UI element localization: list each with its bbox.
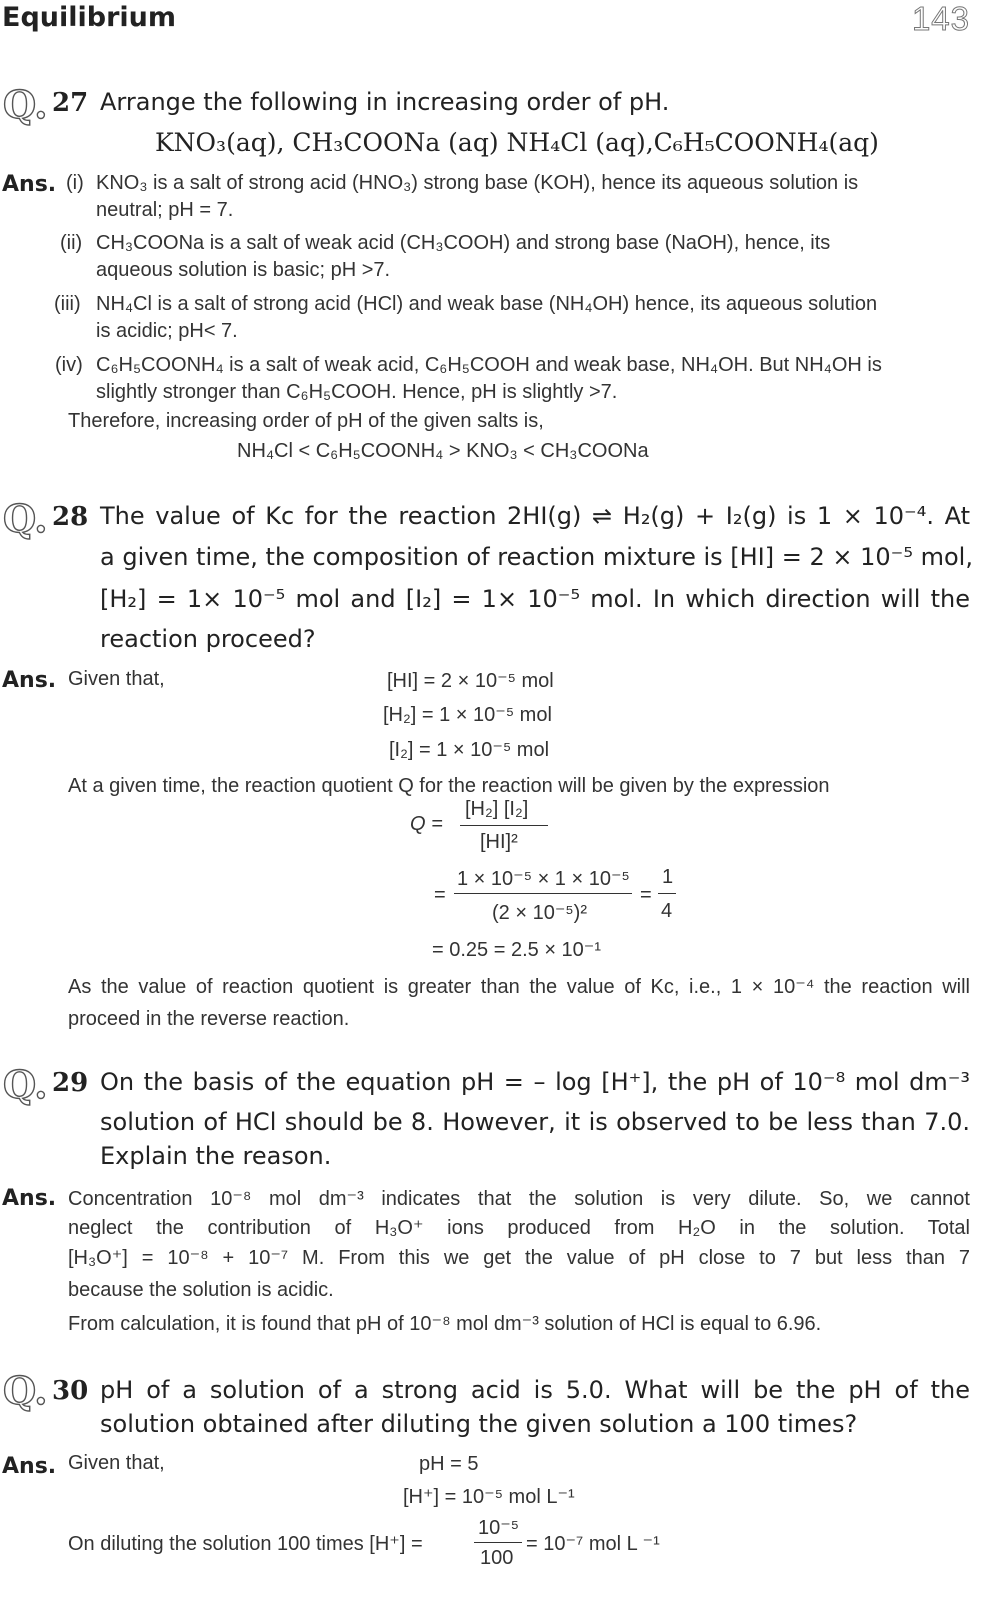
item-text: C₆H₅COONH₄ is a salt of weak acid, C₆H₅COOH and weak base, NH₄OH. But NH₄OH is bbox=[96, 354, 882, 376]
item-tag: (i) bbox=[66, 172, 84, 194]
answer-item-cont: neutral; pH = 7. bbox=[96, 199, 234, 221]
question-text: [H₂] = 1× 10⁻⁵ mol and [I₂] = 1× 10⁻⁵ mol. In which direction will the bbox=[100, 585, 970, 613]
chapter-title: Equilibrium bbox=[2, 2, 177, 33]
answer-text: Concentration 10⁻⁸ mol dm⁻³ indicates that the solution is very dilute. So, we cannot bbox=[68, 1188, 970, 1210]
given-hi: [HI] = 2 × 10⁻⁵ mol bbox=[387, 670, 554, 692]
equals: = bbox=[434, 884, 446, 906]
answer-label: Ans. bbox=[2, 1186, 57, 1211]
answer-label: Ans. bbox=[2, 1454, 57, 1479]
ph-order: NH₄Cl < C₆H₅COONH₄ > KNO₃ < CH₃COONa bbox=[237, 440, 649, 462]
question-number: 27 bbox=[52, 88, 89, 118]
question-text: a given time, the composition of reaction mixture is [HI] = 2 × 10⁻⁵ mol, bbox=[100, 543, 973, 571]
item-text: NH₄Cl is a salt of strong acid (HCl) and weak base (NH₄OH) hence, its aqueous solution bbox=[96, 293, 878, 315]
given-label: Given that, bbox=[68, 668, 165, 690]
answer-label: Ans. bbox=[2, 172, 57, 197]
question-mark-icon: Q. bbox=[3, 1368, 48, 1413]
answer-item-cont: slightly stronger than C₆H₅COOH. Hence, pH is slightly >7. bbox=[96, 381, 618, 403]
page-number: 143 bbox=[911, 0, 970, 37]
q-denominator: [HI]² bbox=[480, 831, 518, 853]
question-number: 30 bbox=[52, 1376, 89, 1406]
q-result: = 0.25 = 2.5 × 10⁻¹ bbox=[432, 939, 602, 961]
q-label: Q = bbox=[410, 813, 443, 835]
fraction-line bbox=[454, 893, 632, 894]
question-mark-icon: Q. bbox=[3, 496, 48, 541]
given-h2: [H₂] = 1 × 10⁻⁵ mol bbox=[383, 704, 552, 726]
answer-text: neglect the contribution of H₃O⁺ ions produced from H₂O in the solution. Total bbox=[68, 1217, 970, 1239]
calc-denominator: (2 × 10⁻⁵)² bbox=[492, 902, 587, 924]
given-ph: pH = 5 bbox=[419, 1453, 479, 1475]
fraction-line bbox=[474, 1542, 522, 1543]
question-text: Explain the reason. bbox=[100, 1142, 332, 1170]
answer-label: Ans. bbox=[2, 668, 57, 693]
question-text: Arrange the following in increasing order of pH. bbox=[100, 88, 670, 116]
answer-item-cont: aqueous solution is basic; pH >7. bbox=[96, 259, 391, 281]
dilute-result: = 10⁻⁷ mol L ⁻¹ bbox=[526, 1533, 660, 1555]
answer-item bbox=[60, 232, 970, 255]
item-tag: (ii) bbox=[60, 232, 83, 254]
question-number: 28 bbox=[52, 502, 89, 532]
question-text: On the basis of the equation pH = – log [H⁺], the pH of 10⁻⁸ mol dm⁻³ bbox=[100, 1068, 970, 1096]
answer-text: because the solution is acidic. bbox=[68, 1279, 334, 1301]
answer-item-cont: is acidic; pH< 7. bbox=[96, 320, 238, 342]
fraction-line bbox=[658, 893, 676, 894]
question-mark-icon: Q. bbox=[3, 82, 48, 127]
dilute-denominator: 100 bbox=[480, 1547, 514, 1569]
frac-denominator: 4 bbox=[661, 900, 673, 922]
compound-list: KNO₃(aq), CH₃COONa (aq) NH₄Cl (aq),C₆H₅COONH₄(aq) bbox=[155, 128, 879, 157]
dilute-numerator: 10⁻⁵ bbox=[478, 1517, 520, 1539]
answer-text: From calculation, it is found that pH of 10⁻⁸ mol dm⁻³ solution of HCl is equal to 6.96. bbox=[68, 1313, 822, 1335]
conclusion-text: Therefore, increasing order of pH of the given salts is, bbox=[68, 410, 544, 432]
question-text: solution obtained after diluting the given solution a 100 times? bbox=[100, 1410, 858, 1438]
answer-item bbox=[66, 172, 970, 195]
q-numerator: [H₂] [I₂] bbox=[465, 798, 529, 820]
question-text: solution of HCl should be 8. However, it is observed to be less than 7.0. bbox=[100, 1108, 970, 1136]
question-mark-icon: Q. bbox=[3, 1062, 48, 1107]
item-tag: (iv) bbox=[55, 354, 83, 376]
item-tag: (iii) bbox=[54, 293, 81, 315]
given-label: Given that, bbox=[68, 1452, 165, 1474]
dilute-text: On diluting the solution 100 times [H⁺] = bbox=[68, 1533, 423, 1555]
conclusion-text: proceed in the reverse reaction. bbox=[68, 1008, 350, 1030]
question-number: 29 bbox=[52, 1068, 89, 1098]
question-text: reaction proceed? bbox=[100, 625, 316, 653]
answer-item bbox=[54, 293, 970, 316]
quotient-text: At a given time, the reaction quotient Q for the reaction will be given by the expression bbox=[68, 775, 830, 797]
fraction-line bbox=[460, 825, 548, 826]
answer-text: [H₃O⁺] = 10⁻⁸ + 10⁻⁷ M. From this we get the value of pH close to 7 but less than 7 bbox=[68, 1247, 970, 1269]
item-text: KNO₃ is a salt of strong acid (HNO₃) strong base (KOH), hence its aqueous solution is bbox=[96, 172, 859, 194]
frac-numerator: 1 bbox=[662, 866, 674, 888]
conclusion-text: As the value of reaction quotient is greater than the value of Kc, i.e., 1 × 10⁻⁴ the reaction will bbox=[68, 976, 970, 998]
given-i2: [I₂] = 1 × 10⁻⁵ mol bbox=[389, 739, 550, 761]
equals: = bbox=[640, 884, 652, 906]
calc-numerator: 1 × 10⁻⁵ × 1 × 10⁻⁵ bbox=[457, 868, 630, 890]
question-text: pH of a solution of a strong acid is 5.0. What will be the pH of the bbox=[100, 1376, 970, 1404]
question-text: The value of Kc for the reaction 2HI(g) ⇌ H₂(g) + I₂(g) is 1 × 10⁻⁴. At bbox=[100, 502, 970, 530]
item-text: CH₃COONa is a salt of weak acid (CH₃COOH) and strong base (NaOH), hence, its bbox=[96, 232, 831, 254]
given-h-ion: [H⁺] = 10⁻⁵ mol L⁻¹ bbox=[403, 1486, 575, 1508]
answer-item bbox=[55, 354, 970, 377]
